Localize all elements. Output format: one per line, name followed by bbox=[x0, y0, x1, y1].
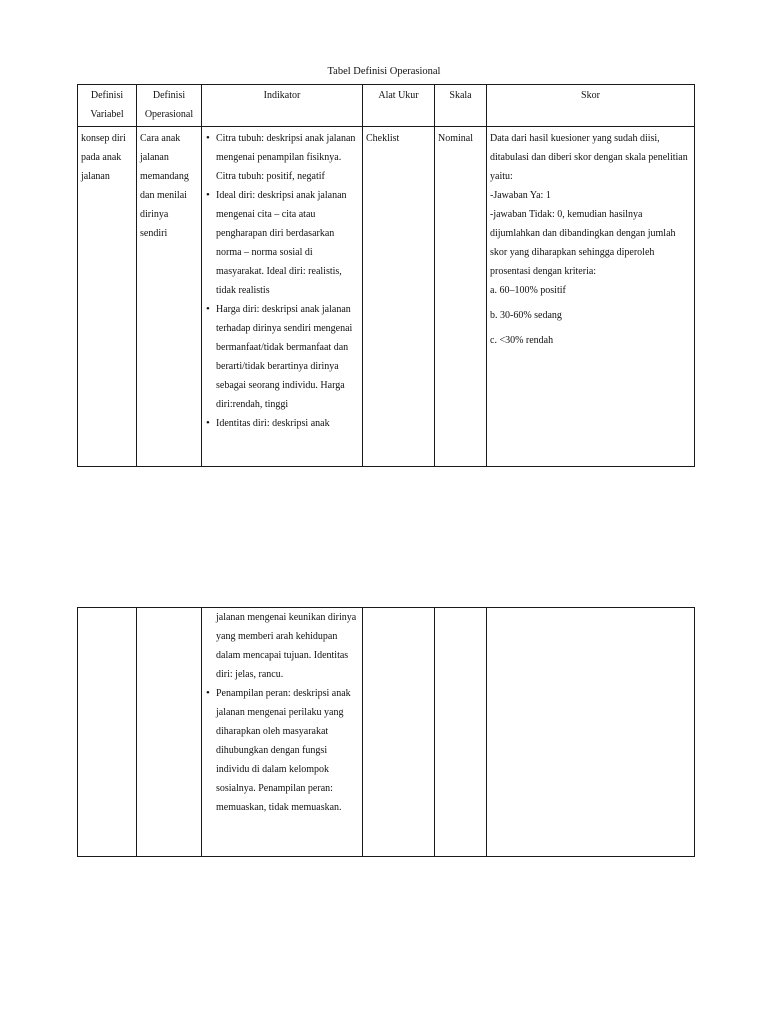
table-row bbox=[78, 127, 695, 467]
skor-tidak: -jawaban Tidak: 0, kemudian hasilnya dijumlahkan dan dibandingkan dengan jumlah skor yang diharapkan sehingga diperoleh prosentasi dengan kriteria: bbox=[490, 209, 676, 277]
cell-skala: Nominal bbox=[435, 127, 487, 467]
header-skala: Skala bbox=[435, 85, 487, 127]
cell-skor-cont bbox=[487, 608, 695, 857]
indikator-list-cont bbox=[205, 608, 359, 817]
header-definisi-operasional: Definisi Operasional bbox=[137, 85, 202, 127]
cell-definisi-variabel-cont bbox=[78, 608, 137, 857]
cell-definisi-operasional-cont bbox=[137, 608, 202, 857]
skor-ya: -Jawaban Ya: 1 bbox=[490, 190, 551, 201]
list-item: • Ideal diri: deskripsi anak jalanan mengenai cita – cita atau pengharapan diri berdasarkan norma – norma sosial di masyarakat. Ideal diri: realistis, tidak realistis bbox=[216, 186, 359, 300]
header-indikator: Indikator bbox=[202, 85, 363, 127]
skor-criteria-b: b. 30-60% sedang bbox=[490, 310, 562, 321]
header-alat-ukur: Alat Ukur bbox=[363, 85, 435, 127]
cell-skor bbox=[487, 127, 695, 467]
definition-table-part-2 bbox=[77, 607, 695, 857]
definition-table-part-1 bbox=[77, 84, 695, 467]
list-item: • Citra tubuh: deskripsi anak jalanan mengenai penampilan fisiknya. Citra tubuh: positif, negatif bbox=[216, 129, 359, 186]
skor-criteria-c: c. <30% rendah bbox=[490, 335, 554, 346]
header-definisi-variabel: Definisi Variabel bbox=[78, 85, 137, 127]
list-item: • Penampilan peran: deskripsi anak jalanan mengenai perilaku yang diharapkan oleh masyarakat dihubungkan dengan fungsi individu di dalam kelompok sosialnya. Penampilan peran: memuaskan, tidak memuaskan. bbox=[216, 684, 359, 817]
cell-indikator-cont bbox=[202, 608, 363, 857]
cell-definisi-variabel: konsep diri pada anak jalanan bbox=[78, 127, 137, 467]
list-item: jalanan mengenai keunikan dirinya yang memberi arah kehidupan dalam mencapai tujuan. Identitas diri: jelas, rancu. bbox=[216, 612, 357, 680]
cell-indikator bbox=[202, 127, 363, 467]
table-row bbox=[78, 608, 695, 857]
header-skor: Skor bbox=[487, 85, 695, 127]
indikator-list bbox=[205, 129, 359, 433]
list-item: • Harga diri: deskripsi anak jalanan terhadap dirinya sendiri mengenai bermanfaat/tidak bermanfaat dan berarti/tidak berartinya dirinya sebagai seorang individu. Harga diri:rendah, tinggi bbox=[216, 300, 359, 414]
table-title: Tabel Definisi Operasional bbox=[327, 66, 441, 77]
skor-criteria-a: a. 60–100% positif bbox=[490, 285, 566, 296]
cell-alat-ukur-cont bbox=[363, 608, 435, 857]
cell-definisi-operasional: Cara anak jalanan memandang dan menilai dirinya sendiri bbox=[137, 127, 202, 467]
cell-skala-cont bbox=[435, 608, 487, 857]
list-item: • Identitas diri: deskripsi anak bbox=[216, 414, 359, 433]
skor-intro: Data dari hasil kuesioner yang sudah diisi, ditabulasi dan diberi skor dengan skala penelitian yaitu: bbox=[490, 133, 688, 182]
cell-alat-ukur: Cheklist bbox=[363, 127, 435, 467]
header-row bbox=[78, 85, 695, 127]
